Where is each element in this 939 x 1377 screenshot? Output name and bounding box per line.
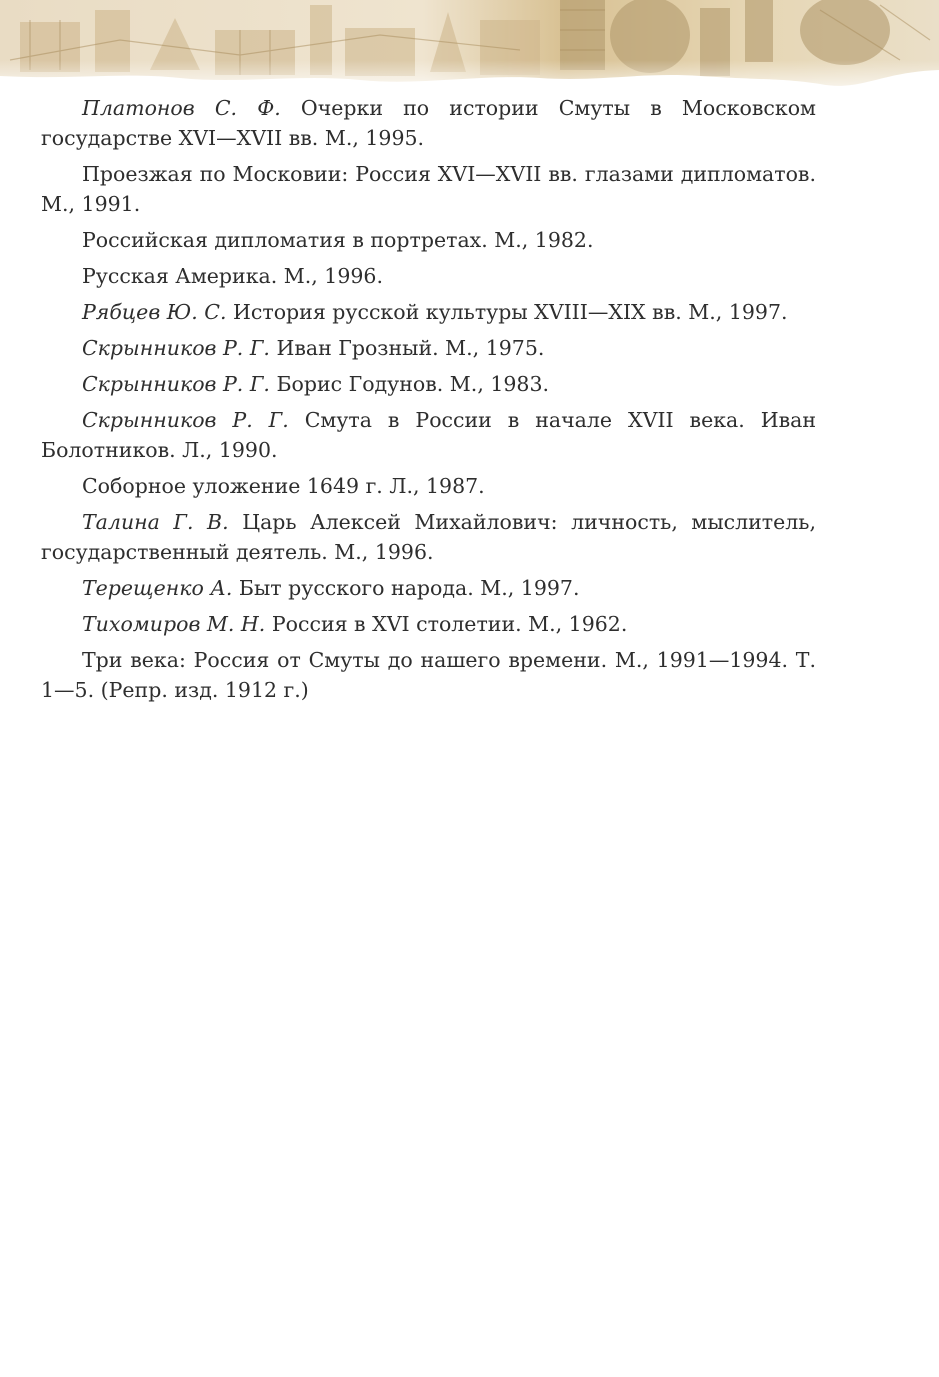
- entry-text: Быт русского народа. М., 1997.: [238, 576, 580, 600]
- entry-author: Талина Г. В.: [82, 510, 229, 534]
- entry-text: Иван Грозный. М., 1975.: [276, 336, 545, 360]
- entry-author: Тихомиров М. Н.: [82, 612, 266, 636]
- entry-author: Рябцев Ю. С.: [82, 300, 227, 324]
- bibliography-entry: [41, 159, 816, 219]
- entry-author: Скрынников Р. Г.: [82, 336, 270, 360]
- banner-illustration: [0, 0, 939, 100]
- entry-text: Царь Алексей Михайлович: личность, мыслитель, государственный деятель. М., 1996.: [41, 510, 816, 564]
- bibliography-entry: [41, 93, 816, 153]
- bibliography-entry: [41, 645, 816, 705]
- bibliography-entry: [41, 405, 816, 465]
- entry-author: Терещенко А.: [82, 576, 233, 600]
- bibliography-entry: [41, 225, 816, 255]
- entry-text: Русская Америка. М., 1996.: [82, 264, 383, 288]
- entry-text: Смута в России в начале XVII века. Иван Болотников. Л., 1990.: [41, 408, 816, 462]
- bibliography-entry: [41, 573, 816, 603]
- bibliography-entry: [41, 297, 816, 327]
- entry-text: Российская дипломатия в портретах. М., 1982.: [82, 228, 594, 252]
- entry-text: Россия в XVI столетии. М., 1962.: [271, 612, 628, 636]
- entry-text: Очерки по истории Смуты в Московском государстве XVI—XVII вв. М., 1995.: [41, 96, 816, 150]
- bibliography-entry: [41, 369, 816, 399]
- entry-text: Проезжая по Московии: Россия XVI—XVII вв. глазами дипломатов. М., 1991.: [41, 162, 816, 216]
- bibliography-list: [41, 93, 816, 711]
- entry-author: Скрынников Р. Г.: [82, 408, 289, 432]
- decorative-header-banner: [0, 0, 939, 100]
- entry-text: Три века: Россия от Смуты до нашего времени. М., 1991—1994. Т. 1—5. (Репр. изд. 1912 г.): [41, 648, 816, 702]
- bibliography-entry: [41, 471, 816, 501]
- bibliography-entry: [41, 609, 816, 639]
- entry-text: Соборное уложение 1649 г. Л., 1987.: [82, 474, 485, 498]
- entry-author: Скрынников Р. Г.: [82, 372, 270, 396]
- entry-text: Борис Годунов. М., 1983.: [276, 372, 550, 396]
- entry-text: История русской культуры XVIII—XIX вв. М., 1997.: [233, 300, 788, 324]
- bibliography-entry: [41, 261, 816, 291]
- bibliography-entry: [41, 507, 816, 567]
- bibliography-entry: [41, 333, 816, 363]
- entry-author: Платонов С. Ф.: [82, 96, 281, 120]
